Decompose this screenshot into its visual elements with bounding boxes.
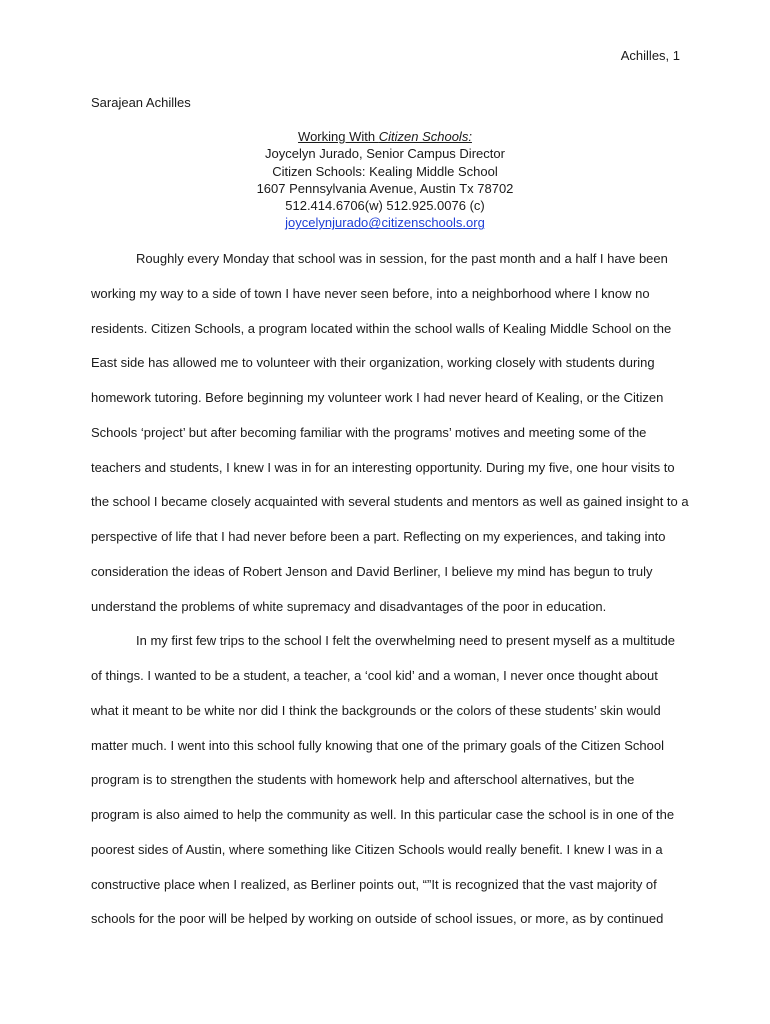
body-line: constructive place when I realized, as Berliner points out, “”It is recognized that the vast majority of <box>91 876 657 892</box>
body-line: program is also aimed to help the community as well. In this particular case the school is in one of the <box>91 807 675 822</box>
body-line: perspective of life that I had never before been a part. Reflecting on my experiences, and taking into <box>91 529 666 544</box>
contact-address: 1607 Pennsylvania Avenue, Austin Tx 78702 <box>256 180 514 196</box>
body-line: understand the problems of white supremacy and disadvantages of the poor in education. <box>91 598 607 614</box>
body-line: working my way to a side of town I have never seen before, into a neighborhood where I know no <box>91 285 650 301</box>
contact-title-prefix: Working With <box>298 129 379 144</box>
body-line: matter much. I went into this school fully knowing that one of the primary goals of the Citizen School <box>91 737 665 753</box>
contact-title-italic: Citizen Schools: <box>378 129 472 144</box>
body-line: In my first few trips to the school I felt the overwhelming need to present myself as a multitude <box>136 633 676 649</box>
body-line: poorest sides of Austin, where something like Citizen Schools would really benefit. I knew I was in a <box>91 841 663 857</box>
contact-email-link[interactable]: joycelynjurado@citizenschools.org <box>285 215 485 231</box>
contact-block <box>91 128 679 232</box>
contact-organization: Citizen Schools: Kealing Middle School <box>272 163 498 179</box>
body-line: Roughly every Monday that school was in session, for the past month and a half I have been <box>136 251 668 266</box>
author-name: Sarajean Achilles <box>91 95 191 110</box>
body-line: East side has allowed me to volunteer with their organization, working closely with students during <box>91 355 655 371</box>
body-line: homework tutoring. Before beginning my volunteer work I had never heard of Kealing, or the Citizen <box>91 390 664 405</box>
body-line: schools for the poor will be helped by working on outside of school issues, or more, as by continued <box>91 911 664 927</box>
body-text <box>91 250 689 945</box>
body-line: program is to strengthen the students with homework help and afterschool alternatives, but the <box>91 772 635 788</box>
running-header: Achilles, 1 <box>620 48 680 63</box>
body-line: residents. Citizen Schools, a program located within the school walls of Kealing Middle School on the <box>91 320 672 336</box>
body-line: consideration the ideas of Robert Jenson and David Berliner, I believe my mind has begun to truly <box>91 563 653 579</box>
body-line: teachers and students, I knew I was in for an interesting opportunity. During my five, one hour visits to <box>91 459 675 475</box>
contact-phones: 512.414.6706(w) 512.925.0076 (c) <box>285 198 485 214</box>
contact-title <box>91 128 679 145</box>
body-line: of things. I wanted to be a student, a teacher, a ‘cool kid’ and a woman, I never once thought about <box>91 668 658 683</box>
contact-name-role: Joycelyn Jurado, Senior Campus Director <box>265 146 505 162</box>
body-line: Schools ‘project’ but after becoming familiar with the programs’ motives and meeting some of the <box>91 424 647 440</box>
body-line: what it meant to be white nor did I think the backgrounds or the colors of these students’ skin would <box>91 702 661 718</box>
body-line: the school I became closely acquainted with several students and mentors as well as gained insight to a <box>91 494 689 510</box>
